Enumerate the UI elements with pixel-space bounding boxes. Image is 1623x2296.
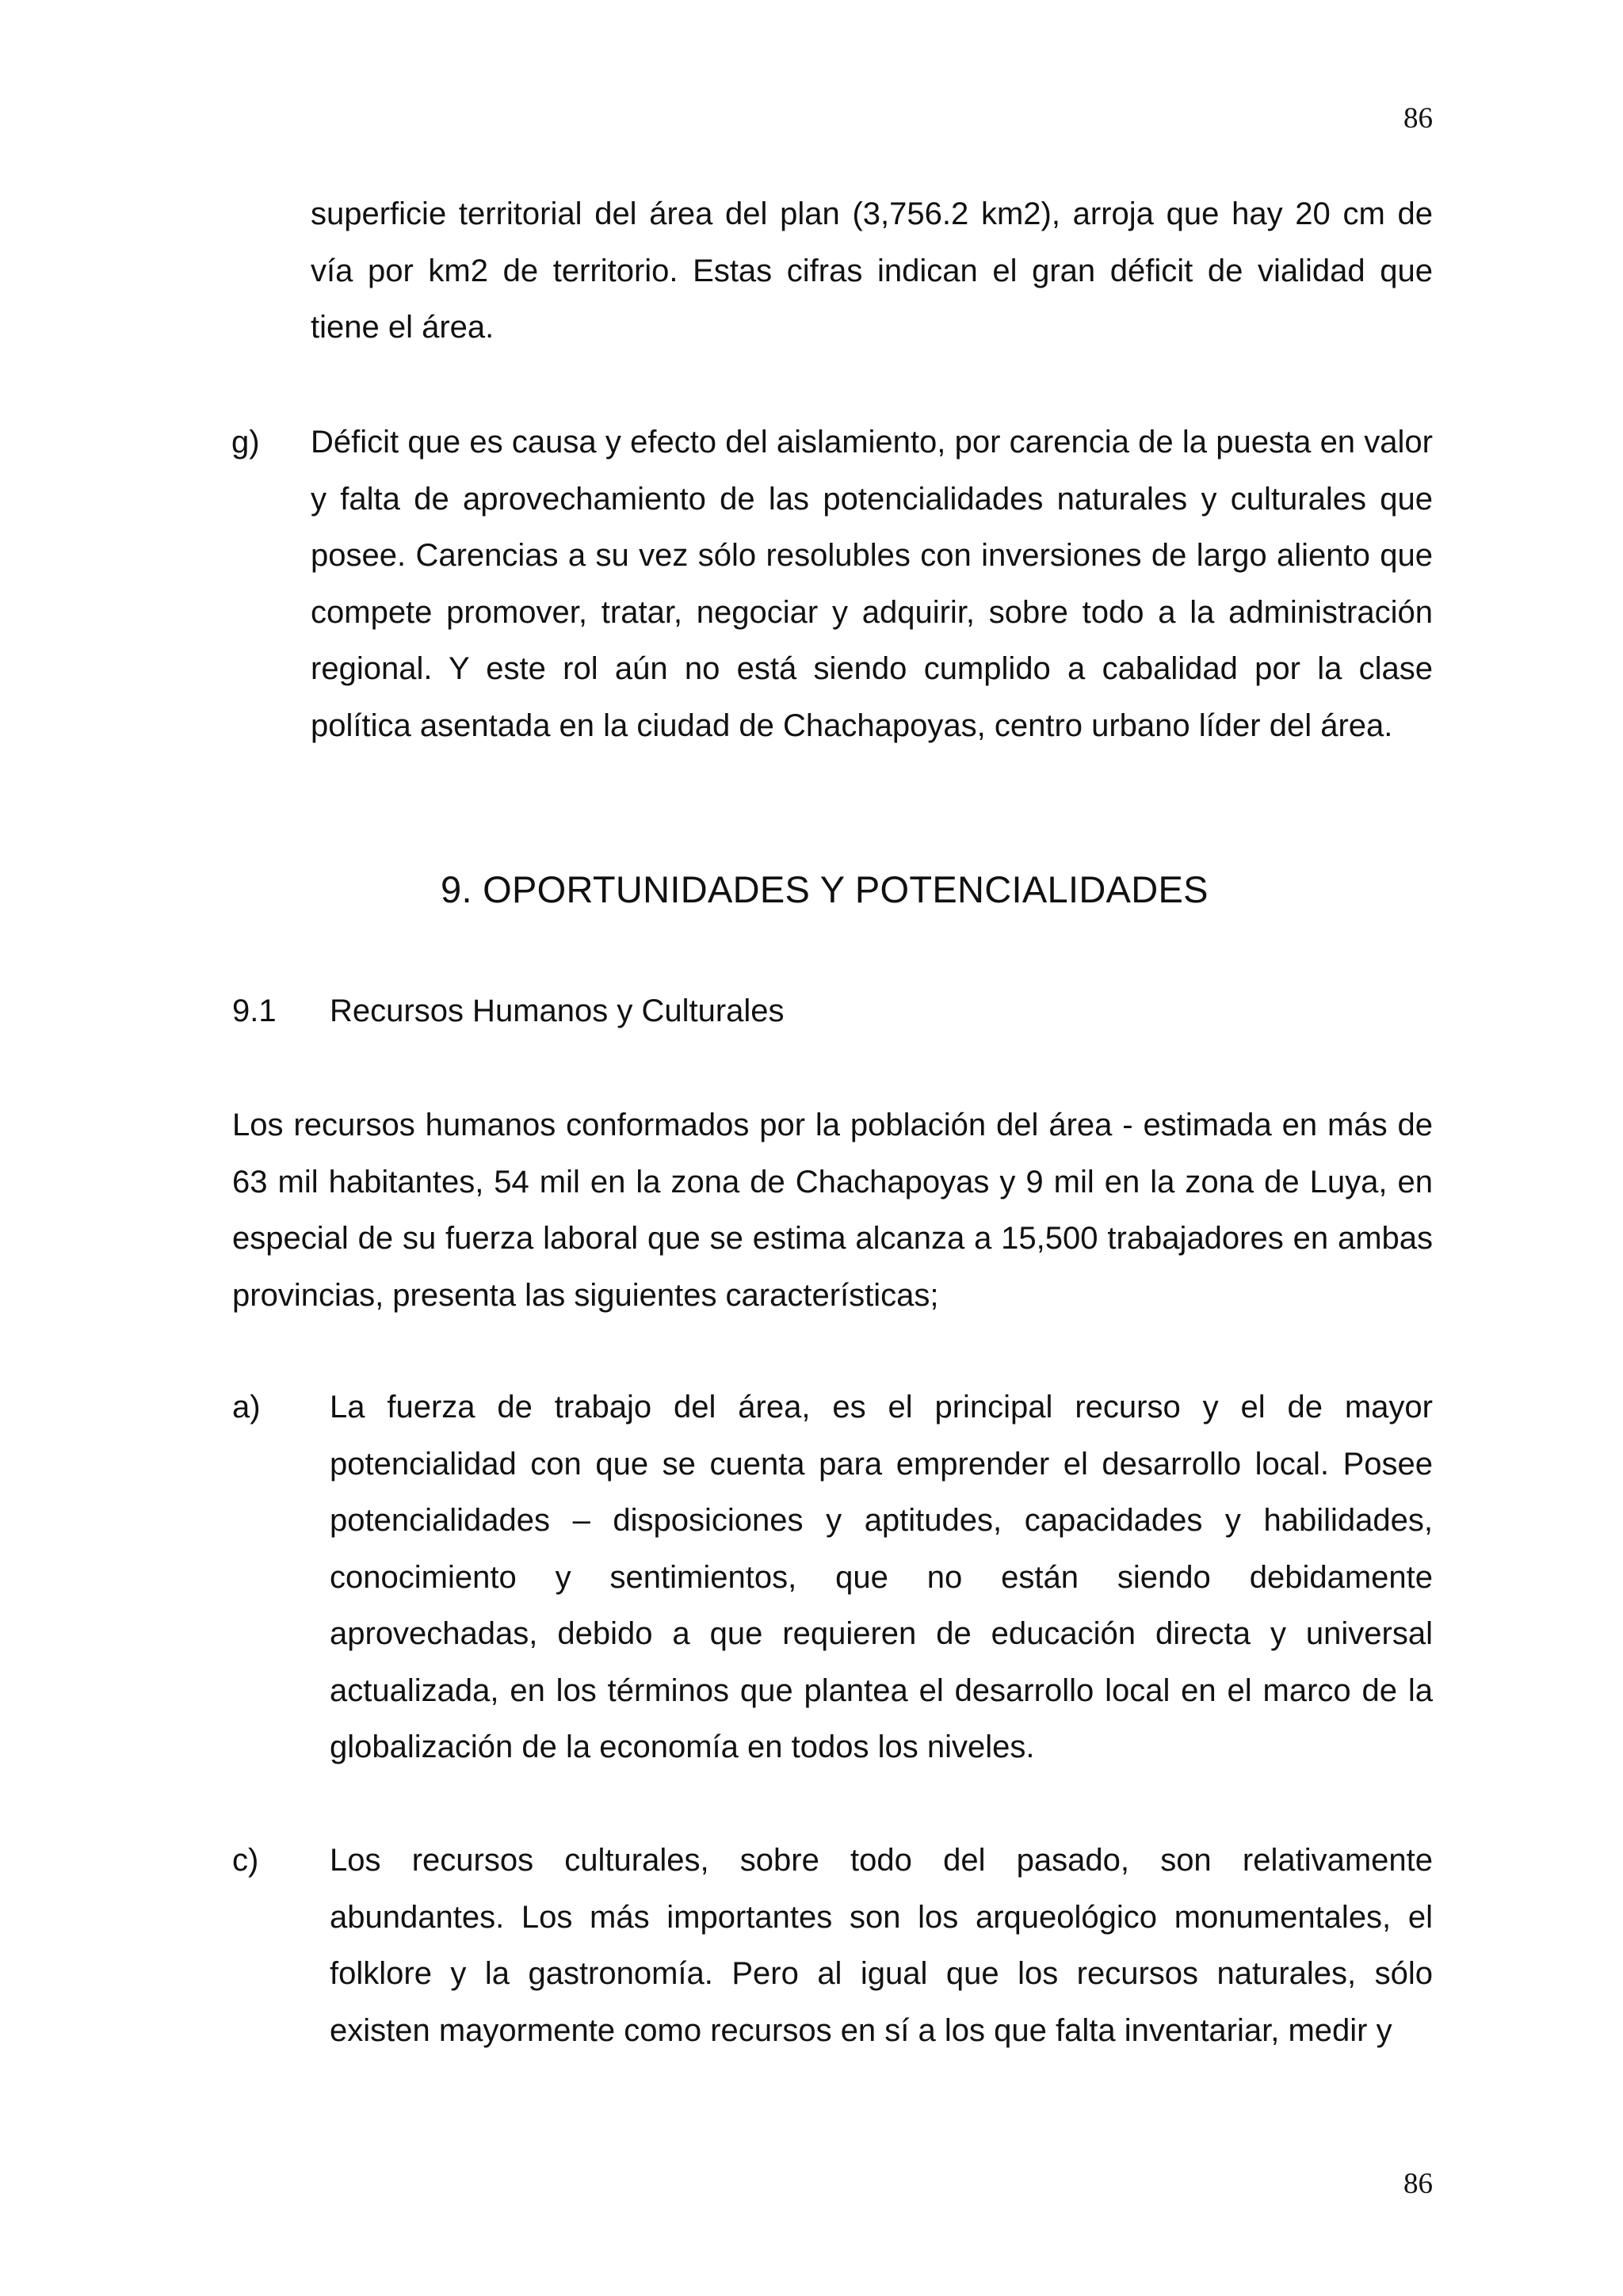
page-number-top: 86 (1403, 102, 1433, 135)
list-item-label-a: a) (232, 1390, 261, 1425)
list-item-label-c: c) (232, 1843, 259, 1878)
intro-paragraph: Los recursos humanos conformados por la población del área - estimada en más de 63 mil habitantes, 54 mil en la zona de Chachapoyas y 9 mil en la zona de Luya, en especial de su fuerza laboral que se estima alcanza a 15,500 trabajadores en ambas provincias, presenta las siguientes características; (232, 1108, 1433, 1313)
list-item-text-c: Los recursos culturales, sobre todo del pasado, son relativamente abundantes. Los más importantes son los arqueológico monumentales, el folklore y la gastronomía. Pero al igual que los recursos naturales, sólo existen mayormente como recursos en sí a los que falta inventariar, medir y (330, 1843, 1433, 2048)
section-heading: 9. OPORTUNIDADES Y POTENCIALIDADES (441, 868, 1209, 910)
list-item-label-g: g) (231, 425, 260, 460)
subsection-number: 9.1 (232, 994, 277, 1028)
list-item-text-a: La fuerza de trabajo del área, es el principal recurso y el de mayor potencialidad con que se cuenta para emprender el desarrollo local. Posee potencialidades – disposiciones y aptitudes, capacidades y habilidades, conocimiento y sentimientos, que no están siendo debidamente aprovechadas, debido a que requieren de educación directa y universal actualizada, en los términos que plantea el desarrollo local en el marco de la globalización de la economía en todos los niveles. (330, 1390, 1433, 1764)
subsection-title: Recursos Humanos y Culturales (330, 994, 785, 1028)
page-number-bottom: 86 (1403, 2168, 1433, 2200)
list-item-text-g: Déficit que es causa y efecto del aislamiento, por carencia de la puesta en valor y falta de aprovechamiento de las potencialidades naturales y culturales que posee. Carencias a su vez sólo resolubles con inversiones de largo aliento que compete promover, tratar, negociar y adquirir, sobre todo a la administración regional. Y este rol aún no está siendo cumplido a cabalidad por la clase política asentada en la ciudad de Chachapoyas, centro urbano líder del área. (311, 425, 1433, 743)
continuation-paragraph: superficie territorial del área del plan (3,756.2 km2), arroja que hay 20 cm de vía por km2 de territorio. Estas cifras indican el gran déficit de vialidad que tiene el área. (311, 196, 1433, 345)
